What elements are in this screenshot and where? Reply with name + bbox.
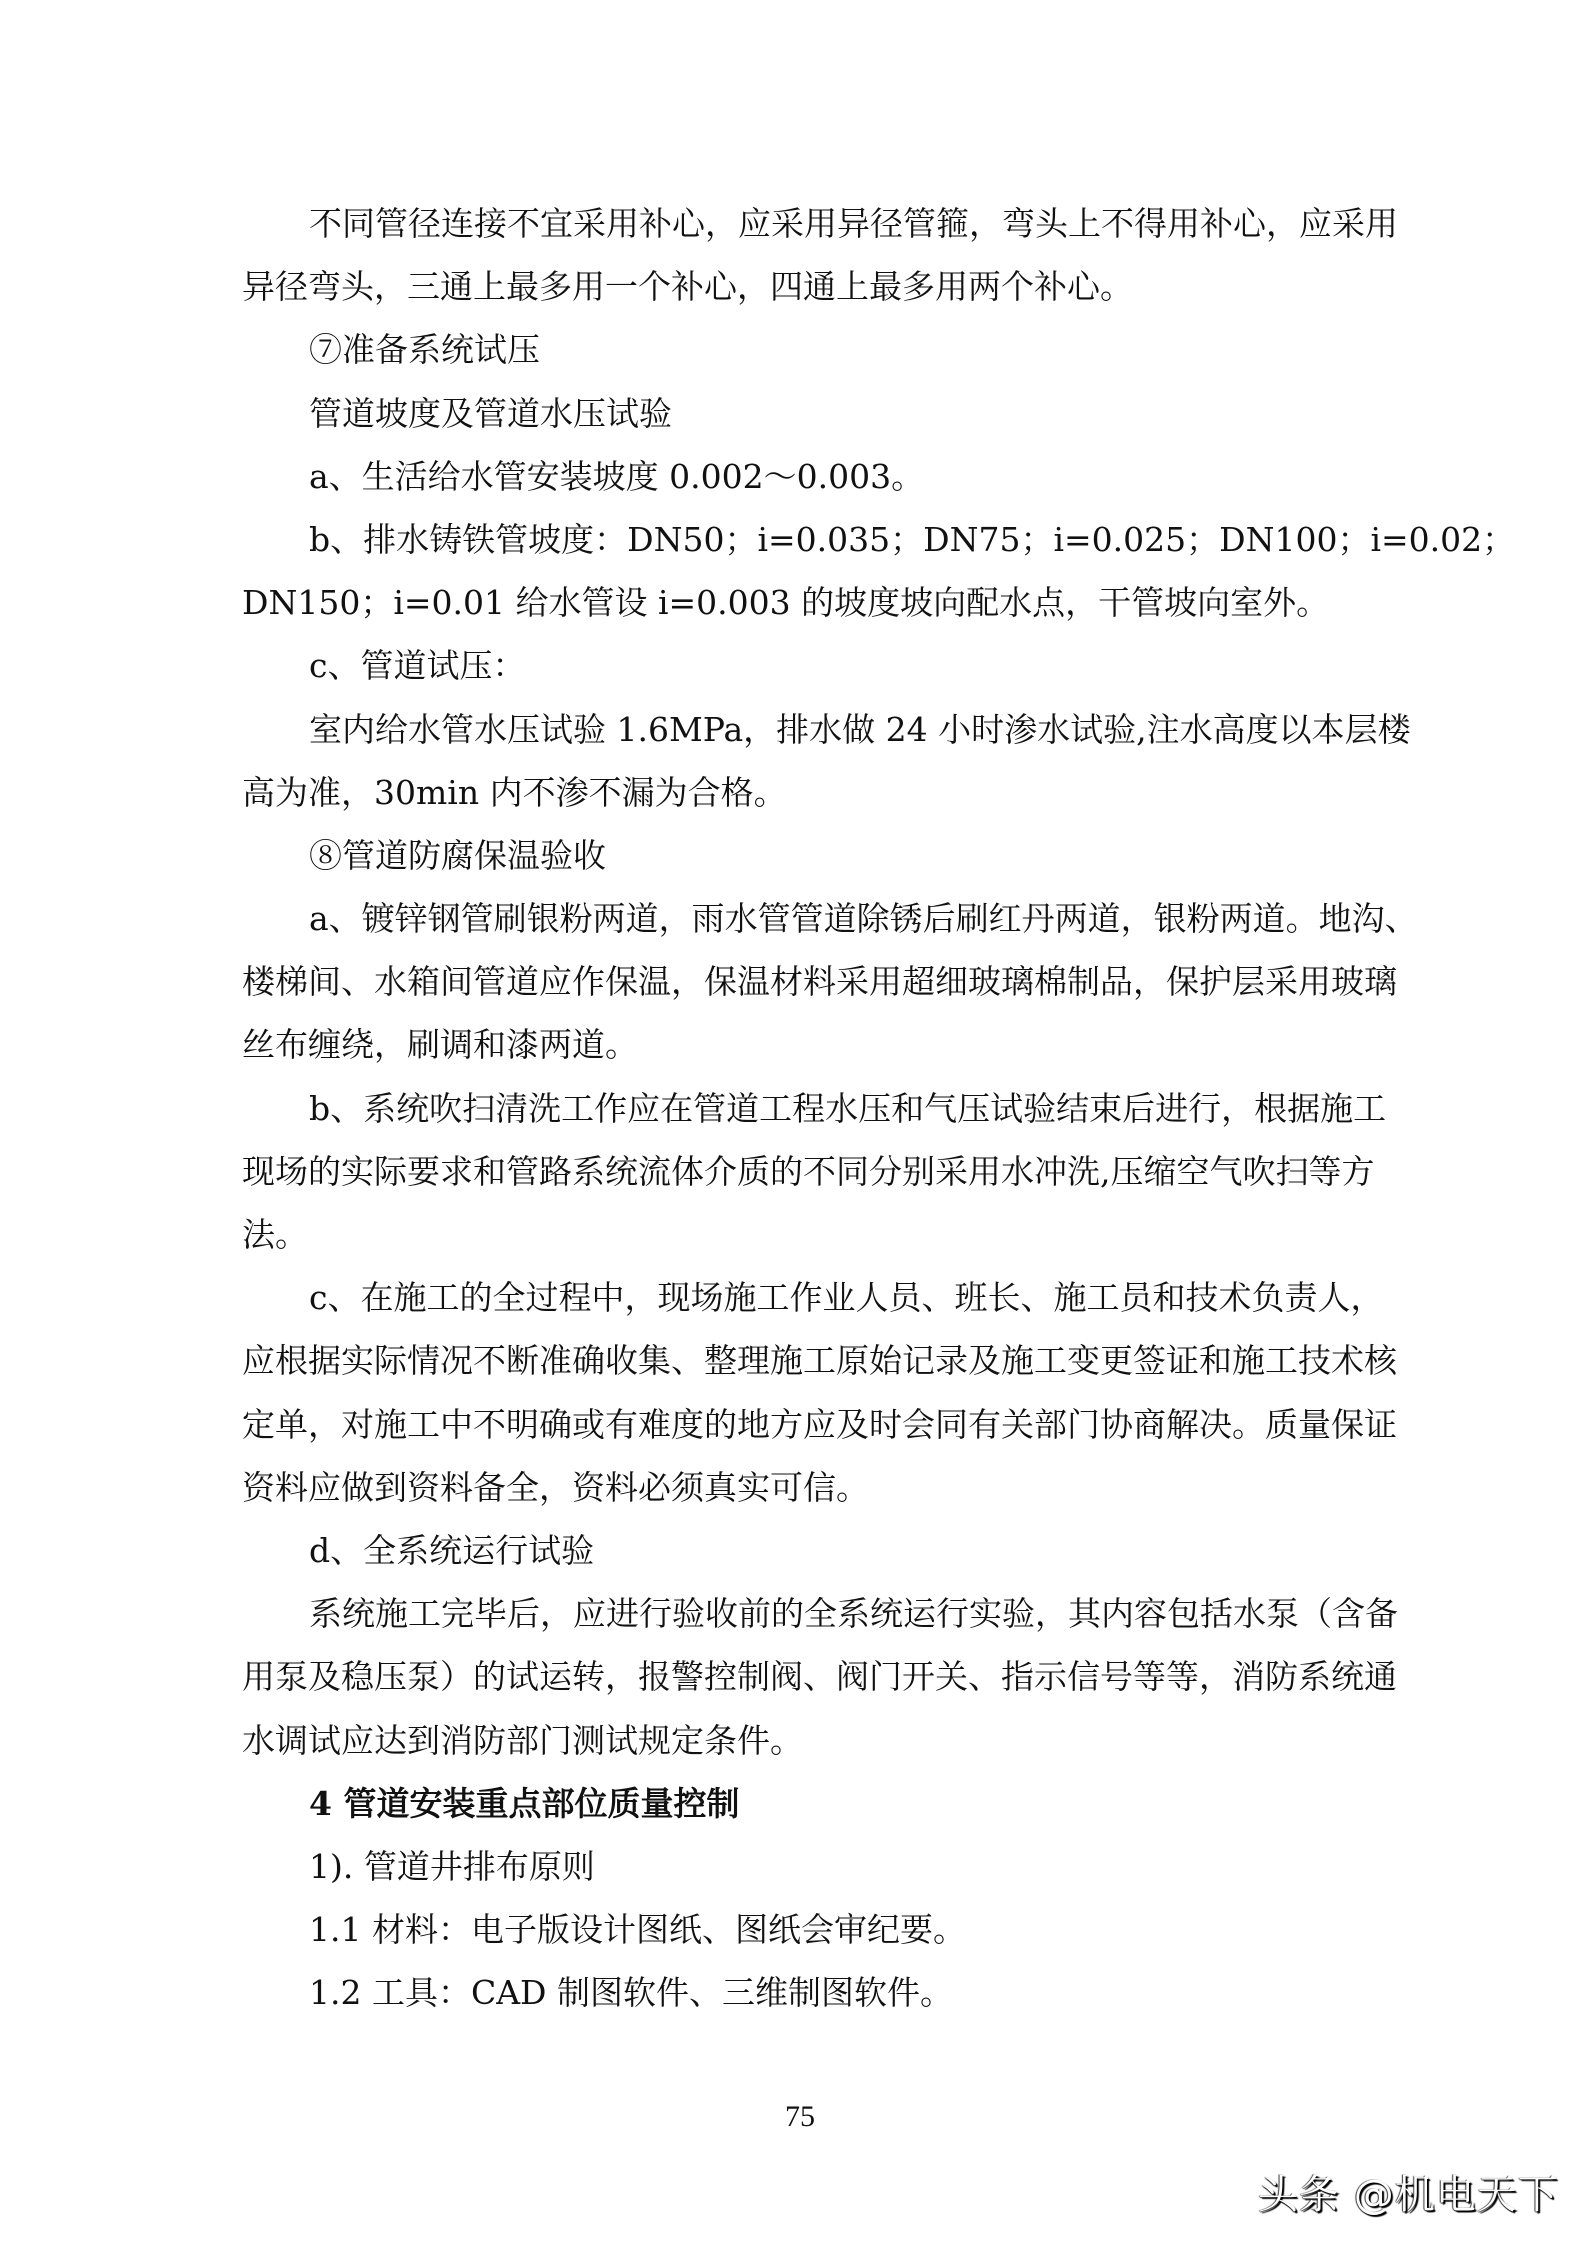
paragraph-line: 异径弯头，三通上最多用一个补心，四通上最多用两个补心。 bbox=[242, 267, 1133, 307]
paragraph-line: 定单，对施工中不明确或有难度的地方应及时会同有关部门协商解决。质量保证 bbox=[242, 1404, 1397, 1444]
paragraph-line: a、生活给水管安装坡度 0.002～0.003。 bbox=[309, 456, 925, 496]
subsection-heading: 管道坡度及管道水压试验 bbox=[309, 393, 672, 433]
list-item: 1.2 工具：CAD 制图软件、三维制图软件。 bbox=[309, 1973, 953, 2013]
paragraph-line: 水调试应达到消防部门测试规定条件。 bbox=[242, 1720, 803, 1760]
list-item: 1.1 材料：电子版设计图纸、图纸会审纪要。 bbox=[309, 1910, 966, 1950]
paragraph-line: 法。 bbox=[242, 1215, 308, 1254]
paragraph-line: 应根据实际情况不断准确收集、整理施工原始记录及施工变更签证和施工技术核 bbox=[242, 1341, 1397, 1381]
paragraph-line: 现场的实际要求和管路系统流体介质的不同分别采用水冲洗,压缩空气吹扫等方 bbox=[242, 1151, 1375, 1191]
paragraph-line: b、排水铸铁管坡度：DN50；i=0.035；DN75；i=0.025；DN100；i=0.02； bbox=[309, 519, 1516, 559]
paragraph-line: 不同管径连接不宜采用补心，应采用异径管箍，弯头上不得用补心，应采用 bbox=[309, 204, 1398, 243]
section-heading: ⑧管道防腐保温验收 bbox=[309, 835, 606, 875]
paragraph-line: 系统施工完毕后，应进行验收前的全系统运行实验，其内容包括水泵（含备 bbox=[309, 1594, 1398, 1634]
paragraph-line: 楼梯间、水箱间管道应作保温，保温材料采用超细玻璃棉制品，保护层采用玻璃 bbox=[242, 962, 1397, 1002]
chapter-heading: 4 管道安装重点部位质量控制 bbox=[309, 1783, 740, 1823]
paragraph-line: 室内给水管水压试验 1.6MPa，排水做 24 小时渗水试验,注水高度以本层楼 bbox=[309, 709, 1411, 749]
section-heading: ⑦准备系统试压 bbox=[309, 330, 540, 370]
paragraph-line: a、镀锌钢管刷银粉两道，雨水管管道除锈后刷红丹两道，银粉两道。地沟、 bbox=[309, 899, 1418, 939]
subsection-heading: 1). 管道井排布原则 bbox=[309, 1846, 595, 1886]
paragraph-line: c、在施工的全过程中，现场施工作业人员、班长、施工员和技术负责人， bbox=[309, 1278, 1384, 1318]
paragraph-line: c、管道试压： bbox=[309, 646, 526, 686]
paragraph-line: d、全系统运行试验 bbox=[309, 1530, 595, 1570]
paragraph-line: b、系统吹扫清洗工作应在管道工程水压和气压试验结束后进行，根据施工 bbox=[309, 1088, 1387, 1128]
watermark: 头条 @机电天下 bbox=[1258, 2172, 1559, 2218]
paragraph-line: 用泵及稳压泵）的试运转，报警控制阀、阀门开关、指示信号等等，消防系统通 bbox=[242, 1657, 1397, 1697]
page-number: 75 bbox=[785, 2100, 815, 2133]
paragraph-line: DN150；i=0.01 给水管设 i=0.003 的坡度坡向配水点，干管坡向室外。 bbox=[242, 583, 1330, 623]
paragraph-line: 资料应做到资料备全，资料必须真实可信。 bbox=[242, 1467, 869, 1507]
document-body bbox=[242, 192, 1516, 2024]
paragraph-line: 高为准，30min 内不渗不漏为合格。 bbox=[242, 772, 787, 812]
paragraph-line: 丝布缠绕，刷调和漆两道。 bbox=[242, 1025, 638, 1065]
